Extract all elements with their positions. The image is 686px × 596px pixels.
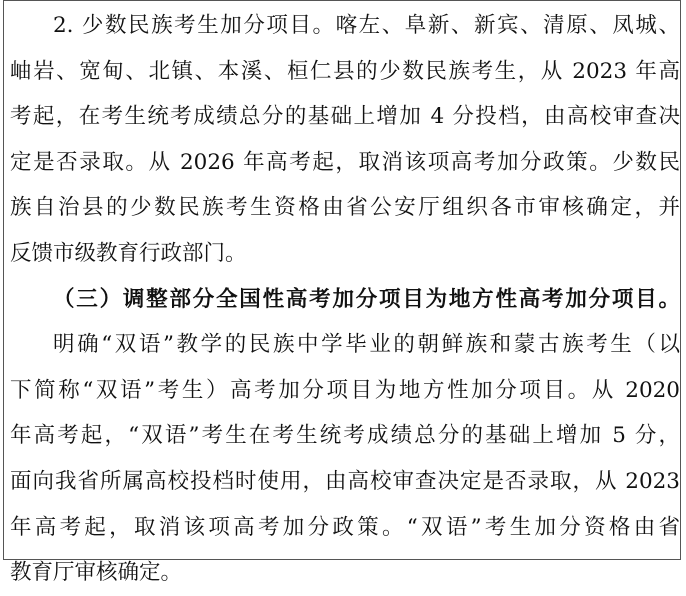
text-line-3: 考起，在考生统考成绩总分的基础上增加 4 分投档，由高校审查决 xyxy=(10,104,680,130)
text-line-8: 明确“双语”教学的民族中学毕业的朝鲜族和蒙古族考生（以 xyxy=(53,332,680,358)
text-line-9: 下简称“双语”考生）高考加分项目为地方性加分项目。从 2020 xyxy=(10,377,680,403)
text-line-12: 年高考起，取消该项高考加分政策。“双语”考生加分资格由省 xyxy=(10,514,680,540)
text-line-13: 教育厅审核确定。 xyxy=(10,560,183,586)
text-line-6: 反馈市级教育行政部门。 xyxy=(10,240,247,266)
document-body xyxy=(10,3,680,596)
text-line-1: 2. 少数民族考生加分项目。喀左、阜新、新宾、清原、凤城、 xyxy=(53,13,680,38)
section-heading: （三）调整部分全国性高考加分项目为地方性高考加分项目。 xyxy=(53,286,680,312)
text-line-2: 岫岩、宽甸、北镇、本溪、桓仁县的少数民族考生，从 2023 年高 xyxy=(10,58,680,84)
text-line-11: 面向我省所属高校投档时使用，由高校审查决定是否录取，从 2023 xyxy=(10,468,680,494)
text-line-4: 定是否录取。从 2026 年高考起，取消该项高考加分政策。少数民 xyxy=(10,149,680,175)
text-line-10: 年高考起，“双语”考生在考生统考成绩总分的基础上增加 5 分， xyxy=(10,423,680,449)
text-line-5: 族自治县的少数民族考生资格由省公安厅组织各市审核确定，并 xyxy=(10,195,680,221)
